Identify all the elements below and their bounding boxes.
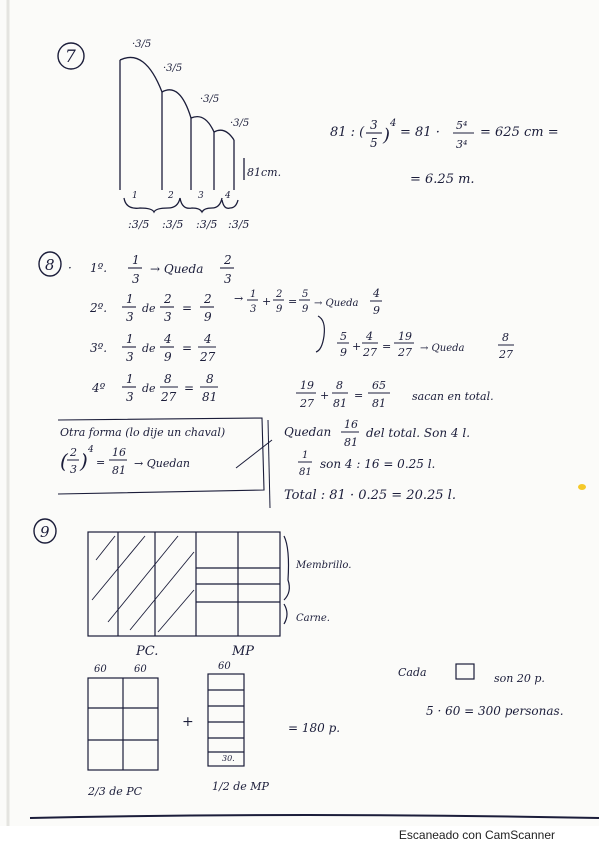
sum-4-tail: sacan en total. <box>412 390 494 403</box>
sum-4-a-num: 19 <box>300 379 314 392</box>
result-den: 81 <box>344 436 358 449</box>
alt-frac-num: 2 <box>70 446 77 459</box>
people-calc: 5 · 60 = 300 personas. <box>426 704 564 718</box>
sum-4-c-den: 81 <box>372 397 386 410</box>
problem-8 <box>39 252 514 508</box>
sum-2-left-num: 4 <box>373 287 380 300</box>
tray-grid <box>88 532 289 636</box>
alt-res-num: 16 <box>112 446 126 459</box>
sum-4-c-num: 65 <box>372 379 386 392</box>
sum-2-a-den: 3 <box>250 304 257 315</box>
sum-3-c-den: 27 <box>398 346 412 359</box>
step-1-left-den: 3 <box>224 272 232 286</box>
bounce-number-1: 1 <box>132 191 138 201</box>
svg-text:·: · <box>68 261 72 275</box>
step-4-a-num: 1 <box>126 372 134 386</box>
step-2-de: de <box>142 302 156 315</box>
step-4-b-num: 8 <box>164 372 172 386</box>
step-3-b-den: 9 <box>164 350 172 364</box>
label-membrillo: Membrillo. <box>296 560 352 571</box>
total-portions: = 180 p. <box>288 721 341 735</box>
eq-fraction-num: 3 <box>370 118 378 132</box>
bounce-number-3: 3 <box>198 191 204 201</box>
sum-3-c-num: 19 <box>398 330 412 343</box>
eq-start: 81 : ( <box>330 125 365 140</box>
eq-result: = 6.25 m. <box>410 172 475 187</box>
highlighter-mark <box>578 484 586 490</box>
eq-fraction2-den: 3⁴ <box>456 138 468 151</box>
scanner-footer <box>0 826 599 848</box>
step-1-num: 1 <box>132 253 140 267</box>
svg-text:=: = <box>182 341 193 355</box>
step-2-a-num: 1 <box>126 292 134 306</box>
problem-9-number: 9 <box>40 523 50 541</box>
step-3-b-num: 4 <box>164 332 172 346</box>
step-2-b-den: 3 <box>164 310 172 324</box>
sum-3-queda: → Queda <box>420 343 465 354</box>
sum-2-b-den: 9 <box>276 304 283 315</box>
step-1-label: 1º. <box>90 261 108 275</box>
caption-pc: 2/3 de PC <box>88 785 143 798</box>
sum-2-c-den: 9 <box>302 304 309 315</box>
sum-4-b-num: 8 <box>336 379 343 392</box>
caption-mp: 1/2 de MP <box>212 780 269 793</box>
mp-60: 60 <box>218 661 231 672</box>
step-2-c-num: 2 <box>204 292 212 306</box>
plus-sign: + <box>182 714 194 730</box>
sum-2-a-num: 1 <box>250 289 257 300</box>
eq-fraction-den: 5 <box>370 136 378 150</box>
mp-portion <box>208 674 244 766</box>
step-4-a-den: 3 <box>126 390 134 404</box>
pc-60-left: 60 <box>94 664 107 675</box>
total-line: Total : 81 · 0.25 = 20.25 l. <box>284 488 456 503</box>
step-4-c-num: 8 <box>206 372 214 386</box>
fraction-label-3: ·3/5 <box>200 94 220 105</box>
svg-text:+: + <box>262 295 272 308</box>
svg-text:=: = <box>96 456 106 469</box>
bounce-fraction-3: :3/5 <box>196 218 218 231</box>
mp-30: 30. <box>222 754 235 763</box>
svg-text:+: + <box>352 340 362 353</box>
alt-pow: 4 <box>88 445 94 455</box>
son-20-label: son 20 p. <box>494 672 545 685</box>
sum-4-a-den: 27 <box>300 397 314 410</box>
result-num: 16 <box>344 418 358 431</box>
bounce-fraction-2: :3/5 <box>162 218 184 231</box>
fraction-label-4: ·3/5 <box>230 118 250 129</box>
step-1-queda: → Queda <box>150 262 204 276</box>
svg-text:=: = <box>354 389 364 402</box>
label-pc: PC. <box>136 644 159 659</box>
bounce-number-2: 2 <box>168 191 174 201</box>
problem-9 <box>34 519 564 798</box>
svg-text:): ) <box>383 125 391 146</box>
step-4-de: de <box>142 382 156 395</box>
step-3-a-den: 3 <box>126 350 134 364</box>
alt-frac-den: 3 <box>70 463 77 476</box>
step-4-c-den: 81 <box>202 390 218 404</box>
result-tail: del total. Son 4 l. <box>366 426 471 440</box>
sum-2-b-num: 2 <box>276 289 283 300</box>
svg-text:=: = <box>288 295 298 308</box>
svg-text:+: + <box>320 389 330 402</box>
scanner-watermark: Escaneado con CamScanner <box>398 828 555 842</box>
step-4-b-den: 27 <box>161 390 177 404</box>
unit-num: 1 <box>302 450 309 461</box>
sum-2-left-den: 9 <box>373 304 380 317</box>
eq-fraction2-num: 5⁴ <box>456 119 468 132</box>
bounce-diagram <box>120 57 244 212</box>
sum-3-left-den: 27 <box>499 348 513 361</box>
sum-2-c-num: 5 <box>302 289 309 300</box>
svg-text:→: → <box>234 292 244 305</box>
problem-7 <box>58 39 559 231</box>
sum-3-a-num: 5 <box>340 330 347 343</box>
step-3-c-den: 27 <box>200 350 216 364</box>
bounce-number-4: 4 <box>225 191 231 201</box>
step-4-label: 4º <box>92 381 106 395</box>
bounce-fraction-1: :3/5 <box>128 218 150 231</box>
problem-7-number: 7 <box>65 47 76 67</box>
svg-text:=: = <box>382 340 392 353</box>
alt-title: Otra forma (lo dije un chaval) <box>60 426 226 439</box>
eq-middle: = 81 · <box>400 125 440 140</box>
step-2-b-num: 2 <box>164 292 172 306</box>
step-1-den: 3 <box>132 272 140 286</box>
step-3-de: de <box>142 342 156 355</box>
unit-den: 81 <box>299 467 312 478</box>
bounce-fraction-4: :3/5 <box>228 218 250 231</box>
fraction-label-1: ·3/5 <box>132 39 152 50</box>
step-2-label: 2º. <box>90 301 108 315</box>
result-quedan: Quedan <box>284 425 332 439</box>
cada-label: Cada <box>398 666 427 679</box>
sum-4-b-den: 81 <box>333 397 347 410</box>
label-carne: Carne. <box>296 613 330 624</box>
step-3-c-num: 4 <box>204 332 212 346</box>
step-1-left-num: 2 <box>224 253 232 267</box>
height-label: 81cm. <box>247 166 282 179</box>
step-2-c-den: 9 <box>204 310 212 324</box>
step-2-a-den: 3 <box>126 310 134 324</box>
svg-text:): ) <box>80 449 88 473</box>
sum-3-b-num: 4 <box>366 330 373 343</box>
unit-tail: son 4 : 16 = 0.25 l. <box>320 457 436 471</box>
step-2-eq: = <box>182 301 193 315</box>
alt-res-den: 81 <box>112 464 126 477</box>
step-3-a-num: 1 <box>126 332 134 346</box>
pc-portion <box>88 678 158 770</box>
sum-3-b-den: 27 <box>363 346 377 359</box>
alt-tail: → Quedan <box>134 457 191 470</box>
svg-text:(: ( <box>60 449 68 473</box>
svg-text:=: = <box>184 381 195 395</box>
step-3-label: 3º. <box>90 341 108 355</box>
sum-3-left-num: 8 <box>502 331 509 344</box>
square-icon <box>456 664 474 679</box>
sum-2-queda: → Queda <box>314 298 359 309</box>
sum-3-a-den: 9 <box>340 346 347 359</box>
pc-60-right: 60 <box>134 664 147 675</box>
fraction-label-2: ·3/5 <box>163 63 183 74</box>
label-mp: MP <box>232 644 255 659</box>
eq-power: 4 <box>390 118 397 129</box>
problem-8-number: 8 <box>45 256 55 274</box>
eq-end: = 625 cm = <box>480 125 559 140</box>
